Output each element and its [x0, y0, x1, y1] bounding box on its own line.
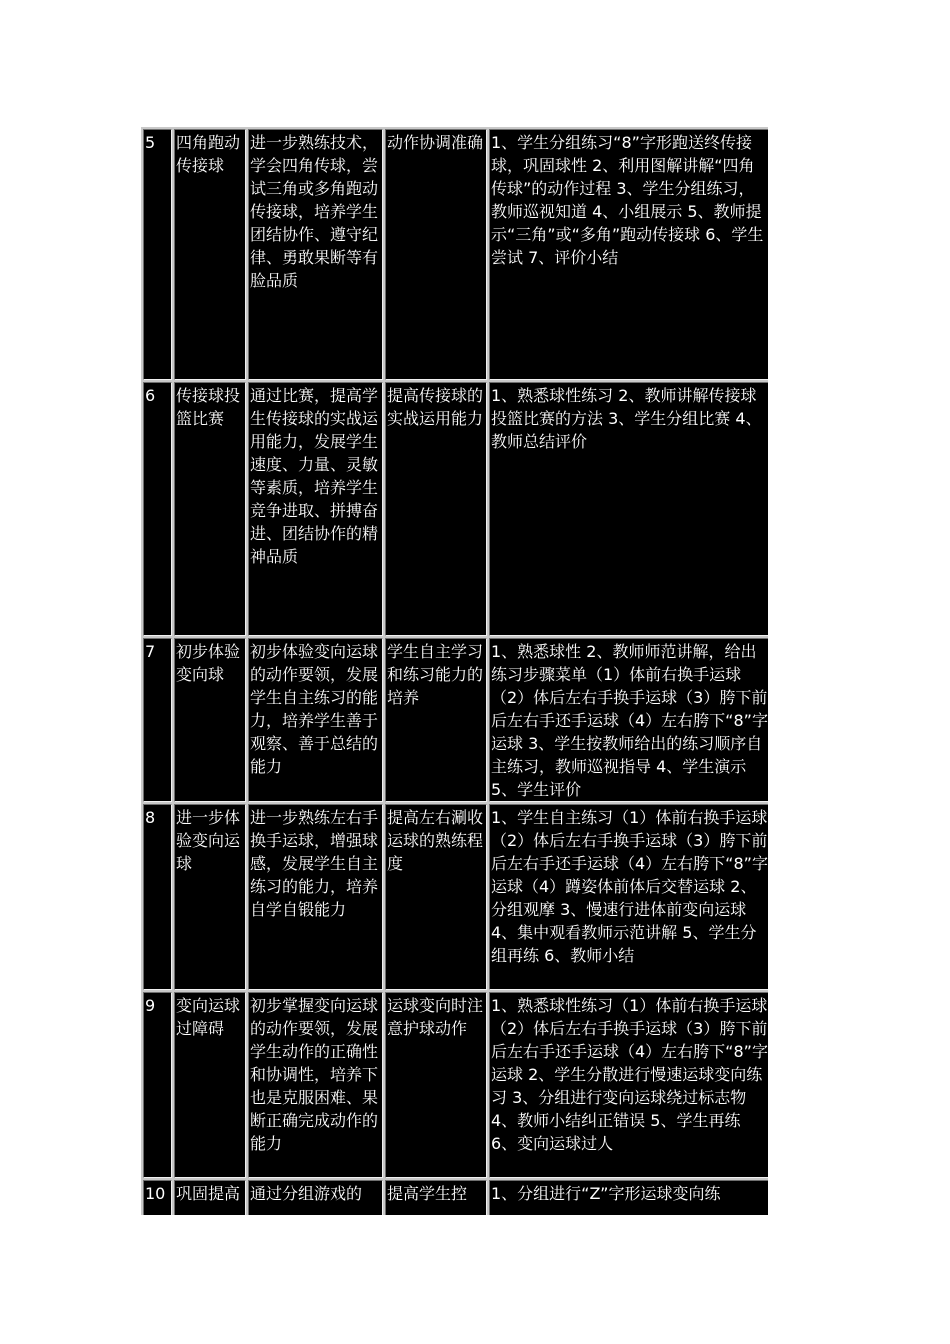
lesson-goal-cell: 通过分组游戏的	[248, 1180, 383, 1215]
lesson-goal-cell: 初步掌握变向运球的动作要领，发展学生动作的正确性和协调性，培养下也是克服困难、果断正确完成动作的能力	[248, 992, 383, 1178]
lesson-topic-cell: 变向运球过障碍	[174, 992, 246, 1178]
lesson-number-cell: 8	[143, 804, 172, 990]
lesson-process-cell: 1、熟悉球性练习（1）体前右换手运球（2）体后左右手换手运球（3）胯下前后左右手还手运球（4）左右胯下“8”字运球 2、学生分散进行慢速运球变向练习 3、分组进行变向运球绕过标志物 4、教师小结纠正错误 5、学生再练 6、变向运球过人	[489, 992, 768, 1178]
table-row	[143, 382, 768, 636]
lesson-goal-cell: 通过比赛，提高学生传接球的实战运用能力，发展学生速度、力量、灵敏等素质，培养学生竞争进取、拼搏奋进、团结协作的精神品质	[248, 382, 383, 636]
lesson-key-point-cell: 学生自主学习和练习能力的培养	[385, 638, 487, 802]
lesson-goal-cell: 初步体验变向运球的动作要领，发展学生自主练习的能力，培养学生善于观察、善于总结的能力	[248, 638, 383, 802]
lesson-number-cell: 5	[143, 129, 172, 380]
lesson-plan-table-frame	[141, 127, 768, 1215]
lesson-topic-cell: 初步体验变向球	[174, 638, 246, 802]
lesson-goal-cell: 进一步熟练左右手换手运球，增强球感，发展学生自主练习的能力，培养自学自锻能力	[248, 804, 383, 990]
lesson-number-cell: 7	[143, 638, 172, 802]
lesson-topic-cell: 四角跑动传接球	[174, 129, 246, 380]
lesson-number-cell: 10	[143, 1180, 172, 1215]
table-row	[143, 1180, 768, 1215]
table-row	[143, 992, 768, 1178]
lesson-key-point-cell: 提高传接球的实战运用能力	[385, 382, 487, 636]
lesson-topic-cell: 传接球投篮比赛	[174, 382, 246, 636]
lesson-key-point-cell: 动作协调准确	[385, 129, 487, 380]
lesson-topic-cell: 巩固提高	[174, 1180, 246, 1215]
lesson-process-cell: 1、分组进行“Z”字形运球变向练	[489, 1180, 768, 1215]
lesson-topic-cell: 进一步体验变向运球	[174, 804, 246, 990]
table-row	[143, 129, 768, 380]
lesson-number-cell: 6	[143, 382, 172, 636]
lesson-key-point-cell: 提高学生控	[385, 1180, 487, 1215]
lesson-number-cell: 9	[143, 992, 172, 1178]
lesson-process-cell: 1、熟悉球性 2、教师师范讲解，给出练习步骤菜单（1）体前右换手运球（2）体后左右手换手运球（3）胯下前后左右手还手运球（4）左右胯下“8”字运球 3、学生按教师给出的练习顺序自主练习，教师巡视指导 4、学生演示 5、学生评价	[489, 638, 768, 802]
table-row	[143, 638, 768, 802]
lesson-plan-table	[141, 127, 768, 1215]
lesson-process-cell: 1、熟悉球性练习 2、教师讲解传接球投篮比赛的方法 3、学生分组比赛 4、教师总结评价	[489, 382, 768, 636]
lesson-process-cell: 1、学生自主练习（1）体前右换手运球（2）体后左右手换手运球（3）胯下前后左右手还手运球（4）左右胯下“8”字运球（4）蹲姿体前体后交替运球 2、分组观摩 3、慢速行进体前变向运球 4、集中观看教师示范讲解 5、学生分组再练 6、教师小结	[489, 804, 768, 990]
lesson-process-cell: 1、学生分组练习“8”字形跑送终传接球，巩固球性 2、利用图解讲解“四角传球”的动作过程 3、学生分组练习，教师巡视知道 4、小组展示 5、教师提示“三角”或“多角”跑动传接球 6、学生尝试 7、评价小结	[489, 129, 768, 380]
lesson-key-point-cell: 运球变向时注意护球动作	[385, 992, 487, 1178]
lesson-key-point-cell: 提高左右涮收运球的熟练程度	[385, 804, 487, 990]
table-row	[143, 804, 768, 990]
lesson-goal-cell: 进一步熟练技术，学会四角传球，尝试三角或多角跑动传接球，培养学生团结协作、遵守纪律、勇敢果断等有脸品质	[248, 129, 383, 380]
